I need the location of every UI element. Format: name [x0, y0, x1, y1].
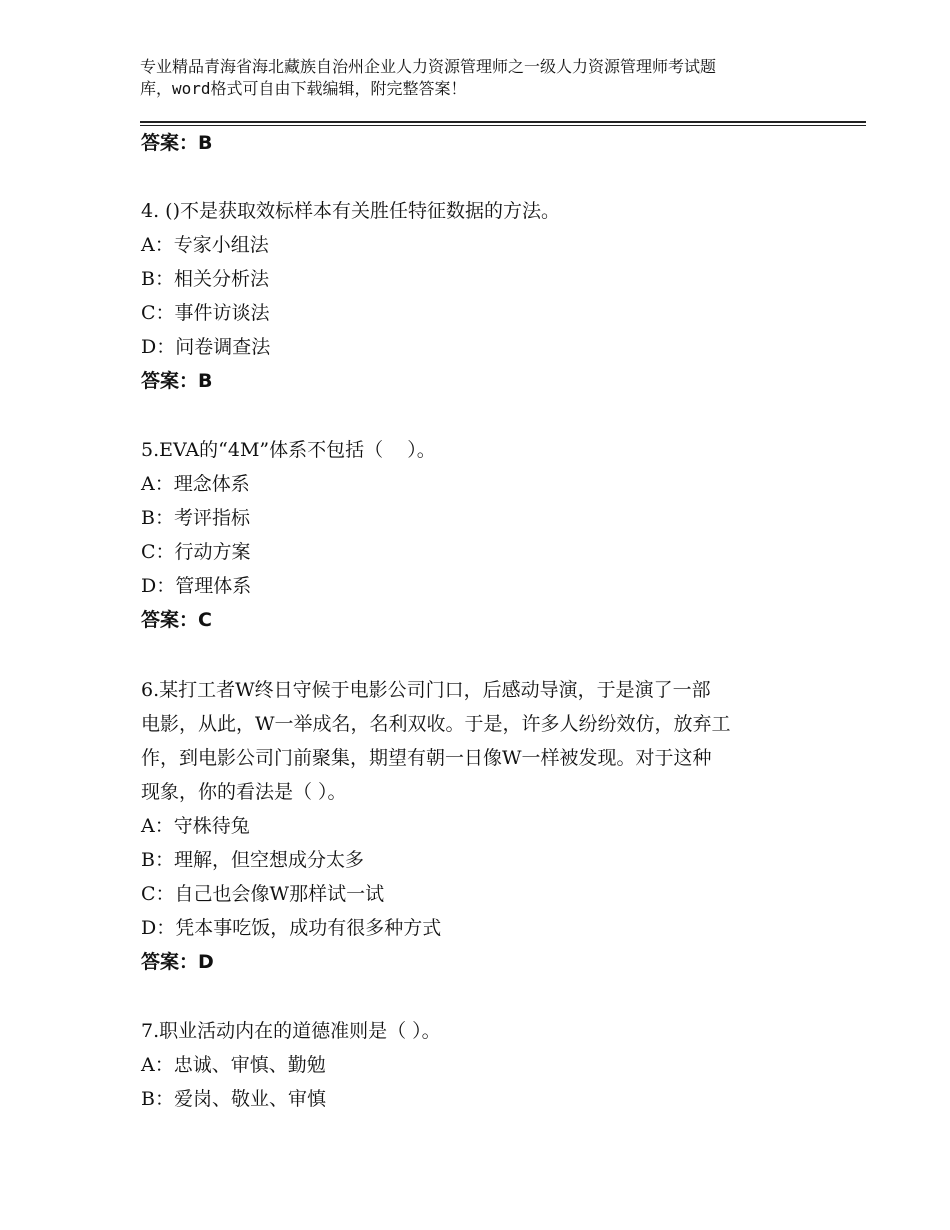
question-6-stem: [141, 673, 801, 809]
header-line-2: 库，word格式可自由下载编辑，附完整答案！: [140, 79, 467, 98]
question-7-stem: 7.职业活动内在的道德准则是（ ）。: [141, 1020, 441, 1042]
question-4-stem: 4. ()不是获取效标样本有关胜任特征数据的方法。: [141, 200, 560, 222]
answer-q3: 答案：B: [141, 132, 213, 154]
question-4-option-c: C：事件访谈法: [141, 302, 270, 324]
question-7-option-a: A：忠诚、审慎、勤勉: [141, 1054, 326, 1076]
question-7-option-b: B：爱岗、敬业、审慎: [141, 1088, 326, 1110]
answer-q4: 答案：B: [141, 370, 213, 392]
question-5-option-c: C：行动方案: [141, 541, 251, 563]
question-6-stem-line-2: 电影，从此，W一举成名，名利双收。于是，许多人纷纷效仿，放弃工: [141, 713, 731, 735]
answer-q6: 答案：D: [141, 951, 214, 973]
question-4-option-a: A：专家小组法: [141, 234, 269, 256]
document-header: [140, 56, 830, 100]
question-5-option-b: B：考评指标: [141, 507, 250, 529]
question-4-option-b: B：相关分析法: [141, 268, 269, 290]
question-5-stem: 5.EVA的“4M”体系不包括（ ）。: [141, 439, 436, 461]
header-line-1: 专业精品青海省海北藏族自治州企业人力资源管理师之一级人力资源管理师考试题: [140, 57, 717, 76]
question-5-option-d: D：管理体系: [141, 575, 252, 597]
header-rule-thick: [140, 121, 866, 123]
question-6-option-d: D：凭本事吃饭，成功有很多种方式: [141, 917, 442, 939]
question-6-stem-line-3: 作，到电影公司门前聚集，期望有朝一日像W一样被发现。对于这种: [141, 747, 712, 769]
question-6-option-a: A：守株待兔: [141, 815, 250, 837]
question-5-option-a: A：理念体系: [141, 473, 250, 495]
question-6-option-b: B：理解，但空想成分太多: [141, 849, 364, 871]
question-6-stem-line-4: 现象，你的看法是（ ）。: [141, 781, 347, 803]
header-rule-thin: [140, 125, 866, 126]
question-4-option-d: D：问卷调查法: [141, 336, 271, 358]
question-6-option-c: C：自己也会像W那样试一试: [141, 883, 385, 905]
question-6-stem-line-1: 6.某打工者W终日守候于电影公司门口，后感动导演，于是演了一部: [141, 679, 711, 701]
answer-q5: 答案：C: [141, 609, 212, 631]
